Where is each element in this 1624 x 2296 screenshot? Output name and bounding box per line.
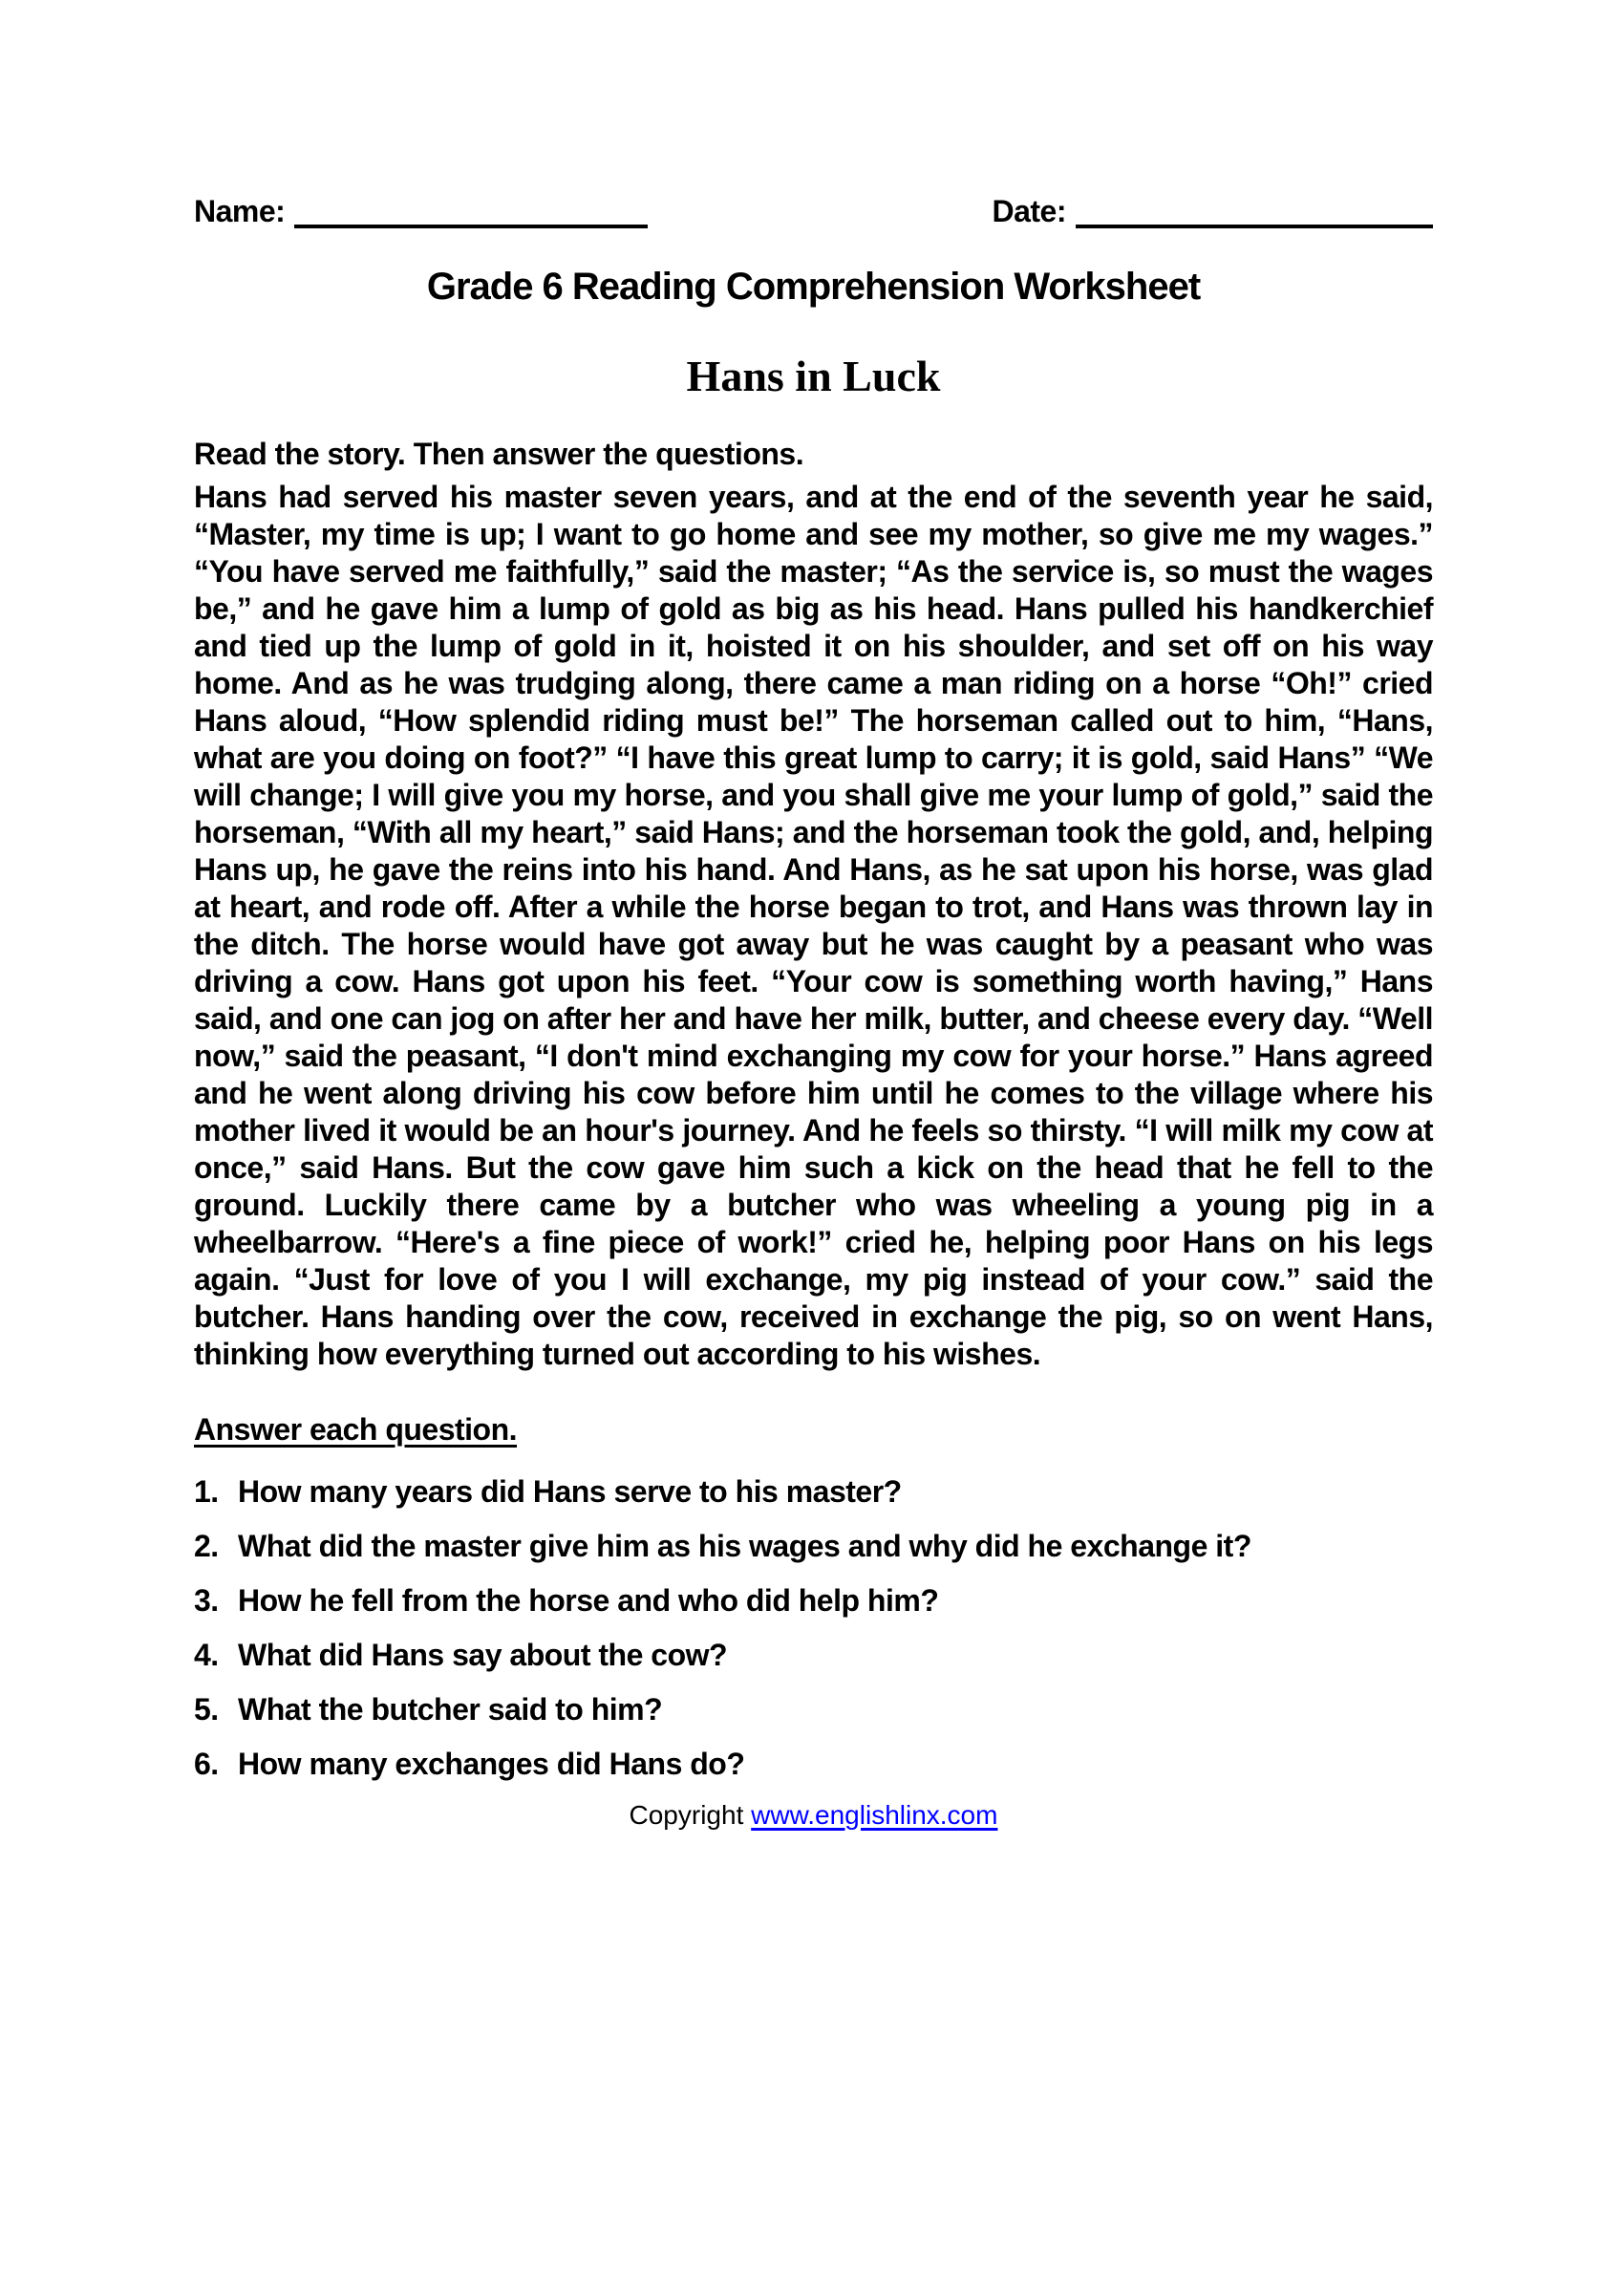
answer-heading-wrap — [194, 1373, 1433, 1448]
instructions-text: Read the story. Then answer the questions. — [194, 437, 804, 471]
question-item-6 — [194, 1746, 1433, 1783]
date-field-group — [992, 194, 1433, 228]
question-item-1 — [194, 1473, 1433, 1511]
question-text: How many exchanges did Hans do? — [238, 1747, 745, 1781]
question-item-5 — [194, 1691, 1433, 1728]
worksheet-page — [0, 194, 1624, 2296]
questions-list — [194, 1473, 1433, 1783]
header-row — [194, 194, 1433, 228]
question-text: What did the master give him as his wages and why did he exchange it? — [238, 1529, 1251, 1563]
date-blank-line — [1076, 196, 1433, 228]
copyright-label: Copyright — [629, 1800, 744, 1830]
name-field-group — [194, 194, 648, 228]
question-number: 6. — [194, 1747, 219, 1781]
question-text: How many years did Hans serve to his master? — [238, 1474, 902, 1509]
question-number: 2. — [194, 1529, 219, 1563]
question-number: 1. — [194, 1474, 219, 1509]
question-item-3 — [194, 1582, 1433, 1620]
question-item-4 — [194, 1637, 1433, 1674]
question-text: What the butcher said to him? — [238, 1692, 663, 1727]
question-text: How he fell from the horse and who did help him? — [238, 1583, 939, 1618]
footer — [194, 1800, 1433, 1831]
name-label: Name: — [194, 194, 286, 228]
name-blank-line — [294, 196, 648, 228]
page-title: Grade 6 Reading Comprehension Worksheet — [426, 266, 1201, 308]
question-text: What did Hans say about the cow? — [238, 1638, 728, 1672]
answer-section-heading: Answer each question. — [194, 1412, 518, 1447]
question-item-2 — [194, 1528, 1433, 1565]
englishlinx-link[interactable]: www.englishlinx.com — [751, 1800, 998, 1830]
question-number: 5. — [194, 1692, 219, 1727]
question-number: 4. — [194, 1638, 219, 1672]
question-number: 3. — [194, 1583, 219, 1618]
date-label: Date: — [992, 194, 1066, 228]
story-text: Hans had served his master seven years, and at the end of the seventh year he said, “Master, my time is up; I want to go home and see my mother, so give me my wages.” “You have served me faithfully,” said the master; “As the service is, so must the wages be,” and he gave him a lump of gold as big as his head. Hans pulled his handkerchief and tied up the lump of gold in it, hoisted it on his shoulder, and set off on his way home. And as he was trudging along, there came a man riding on a horse “Oh!” cried Hans aloud, “How splendid riding must be!” The horseman called out to him, “Hans, what are you doing on foot?” “I have this great lump to carry; it is gold, said Hans” “We will change; I will give you my horse, and you shall give me your lump of gold,” said the horseman, “With all my heart,” said Hans; and the horseman took the gold, and, helping Hans up, he gave the reins into his hand. And Hans, as he sat upon his horse, was glad at heart, and rode off. After a while the horse began to trot, and Hans was thrown lay in the ditch. The horse would have got away but he was caught by a peasant who was driving a cow. Hans got upon his feet. “Your cow is something worth having,” Hans said, and one can jog on after her and have her milk, butter, and cheese every day. “Well now,” said the peasant, “I don't mind exchanging my cow for your horse.” Hans agreed and he went along driving his cow before him until he comes to the village where his mother lived it would be an hour's journey. And he feels so thirsty. “I will milk my cow at once,” said Hans. But the cow gave him such a kick on the head that he fell to the ground. Luckily there came by a butcher who was wheeling a young pig in a wheelbarrow. “Here's a fine piece of work!” cried he, helping poor Hans on his legs again. “Just for love of you I will exchange, my pig instead of your cow.” said the butcher. Hans handing over the cow, received in exchange the pig, so on went Hans, thinking how everything turned out according to his wishes. — [194, 480, 1433, 1371]
story-title: Hans in Luck — [686, 352, 941, 400]
